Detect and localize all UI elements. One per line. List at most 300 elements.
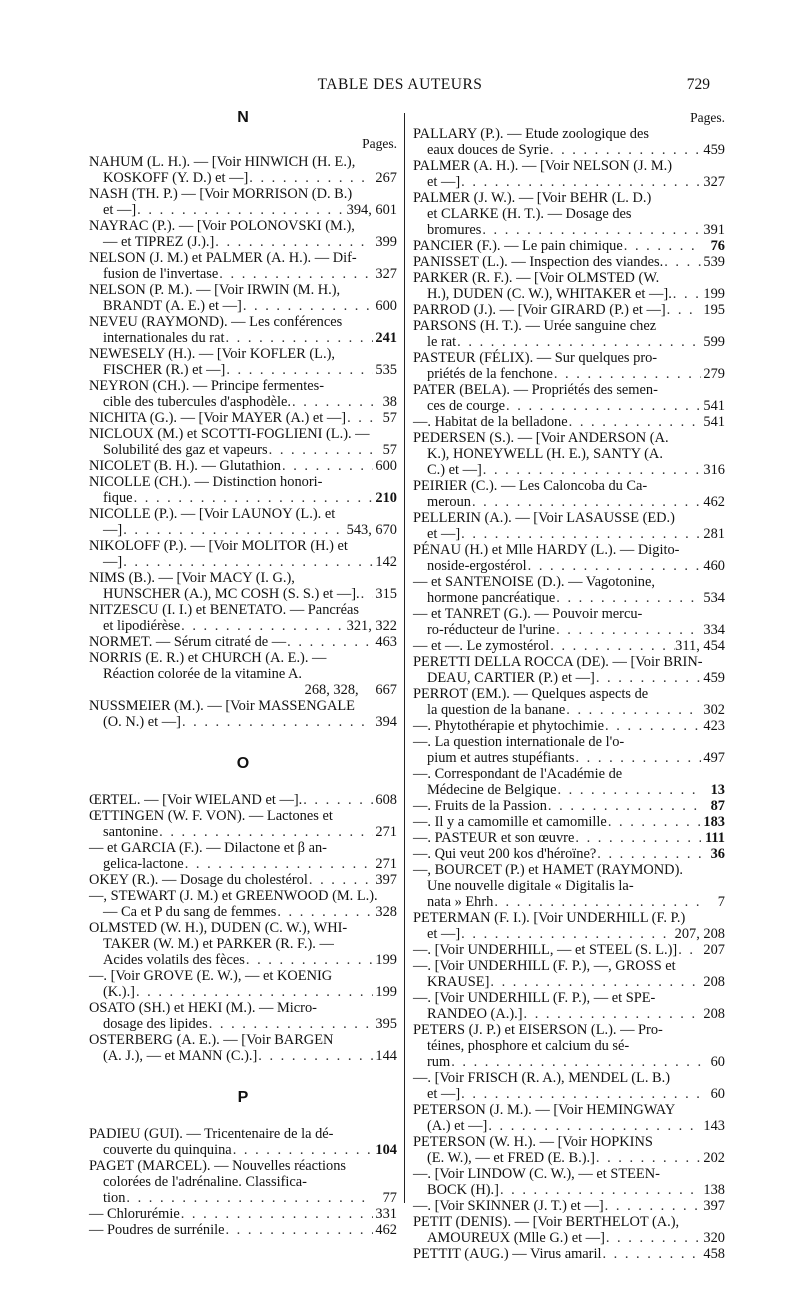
entry-line [89, 474, 397, 490]
entry-line [89, 298, 397, 314]
entry-text: ro-réducteur de l'urine [427, 622, 556, 638]
entry-text: PETIT (DENIS). — [Voir BERTHELOT (A.), [413, 1214, 680, 1230]
entry-text: —. [Voir LINDOW (C. W.), — et STEEN- [413, 1166, 660, 1182]
entry-line [413, 622, 725, 638]
right-column [413, 110, 725, 1262]
dot-leader [505, 398, 701, 414]
dot-leader [555, 622, 701, 638]
page-reference: 267 [375, 170, 397, 186]
index-entry [89, 920, 397, 968]
entry-text: NELSON (J. M.) et PALMER (A. H.). — Dif- [89, 250, 357, 266]
entry-text: PETERMAN (F. I.). [Voir UNDERHILL (F. P.) [413, 910, 686, 926]
entry-line [89, 394, 397, 410]
dot-leader [595, 670, 701, 686]
dot-leader [672, 286, 701, 302]
entry-line [89, 378, 397, 394]
dot-leader [605, 1230, 701, 1246]
dot-leader [286, 634, 373, 650]
entry-line [413, 1182, 725, 1198]
entry-line [413, 510, 725, 526]
entry-text: —, BOURCET (P.) et HAMET (RAYMOND). [413, 862, 683, 878]
dot-leader [604, 718, 701, 734]
section-gap [89, 1106, 397, 1126]
entry-text: meroun [427, 494, 471, 510]
index-entry [413, 574, 725, 606]
entry-text: NASH (TH. P.) — [Voir MORRISON (D. B.) [89, 186, 353, 202]
entry-text: PERETTI DELLA ROCCA (DE). — [Voir BRIN- [413, 654, 703, 670]
dot-leader [122, 554, 373, 570]
entry-line [413, 382, 725, 398]
entry-line [413, 654, 725, 670]
entry-line [413, 750, 725, 766]
entry-text: NITZESCU (I. I.) et BENETATO. — Pancréas [89, 602, 359, 618]
entry-line [413, 1198, 725, 1214]
entry-line [89, 346, 397, 362]
page-reference: 331 [375, 1206, 397, 1222]
entry-line [89, 968, 397, 984]
entry-line [413, 862, 725, 878]
dot-leader [281, 458, 373, 474]
page-reference: 57 [382, 442, 397, 458]
dot-leader [596, 846, 701, 862]
entry-line [413, 350, 725, 366]
page-reference: 281 [703, 526, 725, 542]
index-entry [413, 686, 725, 718]
page-reference: 111 [705, 830, 725, 846]
entry-text: et —] [427, 174, 461, 190]
entry-text: PETERSON (W. H.). — [Voir HOPKINS [413, 1134, 653, 1150]
index-entry [413, 302, 725, 318]
entry-line [89, 840, 397, 856]
entry-text: gelica-lactone [103, 856, 184, 872]
entry-text: le rat [427, 334, 457, 350]
entry-line [89, 538, 397, 554]
dot-leader [460, 526, 701, 542]
entry-line [413, 926, 725, 942]
entry-line [89, 920, 397, 936]
entry-line [89, 714, 397, 730]
dot-leader [218, 266, 373, 282]
page-reference: 423 [703, 718, 725, 734]
page-reference: 458 [703, 1246, 725, 1262]
entry-line [413, 878, 725, 894]
page-reference: 142 [375, 554, 397, 570]
dot-leader [565, 702, 701, 718]
index-entry [89, 1000, 397, 1032]
index-entry [413, 270, 725, 302]
page-reference: 391 [703, 222, 725, 238]
section-gap [89, 1064, 397, 1090]
page-reference: 60 [710, 1086, 725, 1102]
dot-leader [549, 638, 675, 654]
page-reference: 302 [703, 702, 725, 718]
entry-line [89, 952, 397, 968]
page-reference: 36 [710, 846, 725, 862]
dot-leader [214, 234, 373, 250]
entry-text: BOCK (H).] [427, 1182, 499, 1198]
entry-text: C.) et —] [427, 462, 482, 478]
entry-line [413, 174, 725, 190]
dot-leader [568, 414, 701, 430]
entry-text: Acides volatils des fèces [103, 952, 245, 968]
entry-text: PETTIT (AUG.) — Virus amaril [413, 1246, 602, 1262]
page-reference: 600 [375, 458, 397, 474]
entry-text: NEVEU (RAYMOND). — Les conférences [89, 314, 343, 330]
page-reference: 104 [375, 1142, 397, 1158]
index-entry [413, 190, 725, 238]
entry-text: PARKER (R. F.). — [Voir OLMSTED (W. [413, 270, 660, 286]
page-reference: 311, 454 [675, 638, 725, 654]
dot-leader [677, 942, 701, 958]
dot-leader [276, 904, 373, 920]
entry-line [413, 638, 725, 654]
dot-leader [181, 714, 373, 730]
dot-leader [527, 558, 701, 574]
entry-line [89, 1222, 397, 1238]
index-entry [89, 426, 397, 458]
index-entry [413, 254, 725, 270]
entry-line [89, 218, 397, 234]
index-entry [89, 602, 397, 634]
entry-line [413, 1246, 725, 1262]
entry-text: fique [103, 490, 133, 506]
entry-line [413, 974, 725, 990]
page-reference: 210 [375, 490, 397, 506]
entry-text: PERROT (EM.). — Quelques aspects de [413, 686, 649, 702]
dot-leader [555, 590, 701, 606]
entry-text: NIKOLOFF (P.). — [Voir MOLITOR (H.) et [89, 538, 348, 554]
entry-text: NELSON (P. M.). — [Voir IRWIN (M. H.), [89, 282, 341, 298]
index-entry [89, 218, 397, 250]
index-entry [413, 990, 725, 1022]
dot-leader [547, 798, 701, 814]
entry-line [89, 984, 397, 1000]
entry-line [89, 554, 397, 570]
index-entry [413, 1134, 725, 1166]
index-entry [89, 698, 397, 730]
page-reference: 463 [375, 634, 397, 650]
page-reference: 459 [703, 142, 725, 158]
entry-line [89, 666, 397, 682]
entry-line [413, 574, 725, 590]
entry-text: PALMER (J. W.). — [Voir BEHR (L. D.) [413, 190, 652, 206]
index-entry [89, 250, 397, 282]
dot-leader [595, 1150, 701, 1166]
entry-text: NAHUM (L. H.). — [Voir HINWICH (H. E.), [89, 154, 356, 170]
page-header [0, 76, 800, 98]
section-letter: P [237, 1089, 249, 1106]
entry-line [89, 682, 397, 698]
entry-line [89, 888, 397, 904]
entry-line [89, 586, 397, 602]
page-reference: 208 [703, 1006, 725, 1022]
page-reference: 241 [375, 330, 397, 346]
dot-leader [471, 494, 701, 510]
dot-leader [489, 974, 701, 990]
entry-line [89, 792, 397, 808]
entry-text: santonine [103, 824, 159, 840]
entry-line [413, 366, 725, 382]
entry-line [413, 478, 725, 494]
index-entry [413, 1198, 725, 1214]
page-reference: 202 [703, 1150, 725, 1166]
page-reference: 77 [382, 1190, 397, 1206]
dot-leader [556, 782, 701, 798]
entry-text: NAYRAC (P.). — [Voir POLONOVSKI (M.), [89, 218, 355, 234]
page-reference: 76 [710, 238, 725, 254]
index-entry [413, 238, 725, 254]
section-letter: N [237, 109, 249, 126]
entry-text: Une nouvelle digitale « Digitalis la- [427, 878, 634, 894]
entry-text: NORRIS (E. R.) et CHURCH (A. E.). — [89, 650, 327, 666]
index-entry [413, 862, 725, 910]
entry-text: —. Il y a camomille et camomille [413, 814, 607, 830]
entry-line [89, 282, 397, 298]
index-entry [413, 606, 725, 638]
entry-line [413, 1150, 725, 1166]
index-entry [413, 1246, 725, 1262]
dot-leader [257, 1048, 373, 1064]
page-reference: 497 [703, 750, 725, 766]
entry-text: —. La question internationale de l'o- [413, 734, 625, 750]
entry-text: —. Qui veut 200 kos d'héroïne? [413, 846, 597, 862]
entry-line [89, 458, 397, 474]
entry-line [413, 718, 725, 734]
entry-line [413, 542, 725, 558]
dot-leader [601, 1246, 701, 1262]
dot-leader [242, 298, 373, 314]
entry-text: PEDERSEN (S.). — [Voir ANDERSON (A. [413, 430, 669, 446]
entry-text: Réaction colorée de la vitamine A. [103, 666, 302, 682]
index-entry [89, 968, 397, 1000]
entry-line [89, 410, 397, 426]
entry-text: AMOUREUX (Mlle G.) et —] [427, 1230, 605, 1246]
dot-leader [456, 334, 701, 350]
dot-leader [158, 824, 373, 840]
index-entry [413, 654, 725, 686]
page-reference: 397 [703, 1198, 725, 1214]
index-entry [413, 846, 725, 862]
entry-text: PAGET (MARCEL). — Nouvelles réactions [89, 1158, 347, 1174]
page-reference: 207 [703, 942, 725, 958]
page-reference: 460 [703, 558, 725, 574]
entry-line [89, 824, 397, 840]
section-letter: O [236, 755, 250, 772]
index-entry [89, 538, 397, 570]
dot-leader [481, 222, 701, 238]
entry-line [413, 526, 725, 542]
entry-line [413, 158, 725, 174]
dot-leader [125, 1190, 373, 1206]
entry-line [89, 1190, 397, 1206]
index-entry [413, 830, 725, 846]
page-reference: 60 [710, 1054, 725, 1070]
entry-line [413, 286, 725, 302]
index-entry [413, 1166, 725, 1198]
index-entry [89, 634, 397, 650]
entry-text: PATER (BELA). — Propriétés des semen- [413, 382, 658, 398]
entry-line [89, 808, 397, 824]
index-entry [89, 1032, 397, 1064]
entry-text: HUNSCHER (A.), MC COSH (S. S.) et —]. [103, 586, 360, 602]
page-reference: 539 [703, 254, 725, 270]
entry-text: bromures [427, 222, 482, 238]
entry-line [413, 462, 725, 478]
dot-leader [224, 1222, 373, 1238]
entry-line [89, 522, 397, 538]
pages-column-heading: Pages. [690, 110, 725, 125]
dot-leader [291, 394, 373, 410]
page-reference: 541 [703, 414, 725, 430]
running-title: TABLE DES AUTEURS [317, 76, 483, 93]
entry-text: et CLARKE (H. T.). — Dosage des [427, 206, 632, 222]
entry-text: NORMET. — Sérum citraté de — [89, 634, 287, 650]
index-entry [413, 942, 725, 958]
entry-line [413, 830, 725, 846]
entry-text: et —] [427, 926, 461, 942]
entry-text: NICOLLE (P.). — [Voir LAUNOY (L.). et [89, 506, 336, 522]
entry-line [413, 590, 725, 606]
entry-text: NICHITA (G.). — [Voir MAYER (A.) et —] [89, 410, 347, 426]
dot-leader [225, 362, 373, 378]
page-reference: 534 [703, 590, 725, 606]
left-column [89, 110, 397, 1238]
entry-line [89, 250, 397, 266]
page-reference: 328 [375, 904, 397, 920]
dot-leader [549, 142, 701, 158]
entry-line [89, 426, 397, 442]
dot-leader [232, 1142, 373, 1158]
dot-leader [180, 618, 347, 634]
entry-text: —. Fruits de la Passion [413, 798, 547, 814]
index-entry [413, 350, 725, 382]
dot-leader [482, 462, 701, 478]
entry-text: cible des tubercules d'asphodèle. [103, 394, 292, 410]
entry-line [89, 442, 397, 458]
entry-line [413, 990, 725, 1006]
entry-line [413, 814, 725, 830]
entry-text: couverte du quinquina [103, 1142, 232, 1158]
entry-line [413, 1214, 725, 1230]
entry-line [89, 634, 397, 650]
entry-line [413, 446, 725, 462]
index-entry [89, 458, 397, 474]
spacer [359, 682, 373, 698]
dot-leader [604, 1198, 701, 1214]
entry-line [413, 254, 725, 270]
entry-text: NIMS (B.). — [Voir MACY (I. G.), [89, 570, 295, 586]
entry-line [89, 1126, 397, 1142]
entry-text: (A. J.), — et MANN (C.).] [103, 1048, 258, 1064]
page-number: 729 [686, 76, 710, 93]
page-reference: 271 [375, 856, 397, 872]
index-entry [89, 872, 397, 888]
entry-text: PARSONS (H. T.). — Urée sanguine chez [413, 318, 657, 334]
entry-text: NICLOUX (M.) et SCOTTI-FOGLIENI (L.). — [89, 426, 370, 442]
index-entry [413, 382, 725, 414]
page-reference: 462 [703, 494, 725, 510]
index-entry [89, 792, 397, 808]
entry-text: (E. W.), — et FRED (E. B.).] [427, 1150, 595, 1166]
entry-line [413, 1166, 725, 1182]
entry-text: Solubilité des gaz et vapeurs [103, 442, 268, 458]
index-entry [89, 1158, 397, 1206]
entry-line [413, 430, 725, 446]
page-reference: 334 [703, 622, 725, 638]
entry-text: PASTEUR (FÉLIX). — Sur quelques pro- [413, 350, 658, 366]
entry-line [413, 782, 725, 798]
entry-text: colorées de l'adrénaline. Classifica- [103, 1174, 307, 1190]
entry-text: H.), DUDEN (C. W.), WHITAKER et —]. [427, 286, 672, 302]
entry-text: et —] [103, 202, 137, 218]
entry-text: eaux douces de Syrie [427, 142, 549, 158]
index-entry [89, 888, 397, 920]
page-reference: 327 [375, 266, 397, 282]
dot-leader [122, 522, 346, 538]
entry-line [89, 330, 397, 346]
entry-text: — Poudres de surrénile [89, 1222, 225, 1238]
index-entry [413, 766, 725, 798]
entry-line [413, 958, 725, 974]
entry-line [413, 494, 725, 510]
dot-leader [360, 586, 373, 602]
column-divider [404, 113, 405, 1203]
entry-text: dosage des lipides [103, 1016, 208, 1032]
page-reference: 321, 322 [346, 618, 397, 634]
page-reference: 279 [703, 366, 725, 382]
page-reference: 195 [703, 302, 725, 318]
index-entry [89, 474, 397, 506]
entry-text: fusion de l'invertase [103, 266, 219, 282]
entry-text: —. [Voir UNDERHILL, — et STEEL (S. L.)] [413, 942, 678, 958]
entry-text: — et SANTENOISE (D.). — Vagotonine, [413, 574, 655, 590]
dot-leader [308, 872, 373, 888]
page-reference: 394, 601 [346, 202, 397, 218]
entry-line [89, 506, 397, 522]
index-entry [413, 910, 725, 942]
dot-leader [136, 202, 346, 218]
entry-line [413, 318, 725, 334]
index-entry [413, 542, 725, 574]
page-reference: 57 [382, 410, 397, 426]
entry-line [89, 872, 397, 888]
entry-text: —. [Voir UNDERHILL (F. P.), —, GROSS et [413, 958, 676, 974]
dot-leader [208, 1016, 373, 1032]
entry-text: NEYRON (CH.). — Principe fermentes- [89, 378, 324, 394]
entry-text: —. Correspondant de l'Académie de [413, 766, 623, 782]
page-reference: 399 [375, 234, 397, 250]
entry-text: — Chlorurémie [89, 1206, 180, 1222]
entry-line [413, 910, 725, 926]
dot-leader [245, 952, 373, 968]
entry-text: —. Phytothérapie et phytochimie [413, 718, 605, 734]
index-entry [89, 1126, 397, 1158]
page-reference: 327 [703, 174, 725, 190]
entry-text: NICOLLE (CH.). — Distinction honori- [89, 474, 323, 490]
entry-line [89, 904, 397, 920]
entry-line [413, 142, 725, 158]
entry-line [413, 222, 725, 238]
entry-line [413, 1134, 725, 1150]
page-reference: 600 [375, 298, 397, 314]
page-reference: 543, 670 [346, 522, 397, 538]
entry-text: —] [103, 522, 123, 538]
entry-line [413, 302, 725, 318]
dot-leader [460, 926, 674, 942]
index-entry [89, 154, 397, 186]
entry-text: —. [Voir SKINNER (J. T.) et —] [413, 1198, 604, 1214]
entry-line [413, 414, 725, 430]
